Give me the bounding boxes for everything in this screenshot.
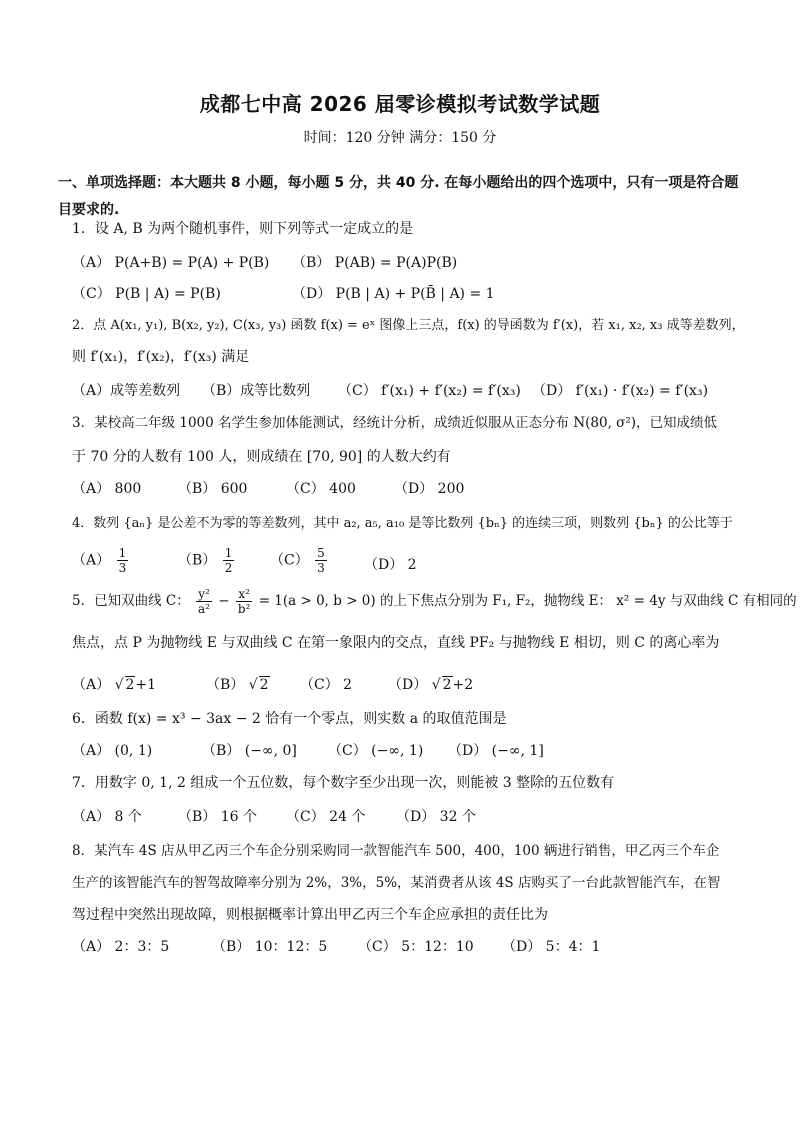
q8-option-b[interactable]: （B） 10：12：5 (212, 939, 328, 955)
q5-fraction-2 (236, 587, 253, 616)
q5-f2-numerator: x² (236, 587, 253, 602)
q5-f1-denominator: a² (198, 602, 210, 616)
question-4-options (72, 546, 742, 586)
q7-option-b[interactable]: （B） 16 个 (178, 809, 258, 825)
question-6-stem: 6．函数 f(x) = x³ − 3ax − 2 恰有一个零点，则实数 a 的取值范围是 (72, 711, 507, 727)
question-3-stem: 3．某校高二年级 1000 名学生参加体能测试，经统计分析，成绩近似服从正态分布 N(80, σ²)，已知成绩低 (72, 415, 718, 431)
q1-option-a[interactable]: （A） P(A+B) = P(A) + P(B) (72, 255, 270, 271)
question-3-options (72, 478, 742, 508)
q2-option-b[interactable]: （B）成等比数列 (202, 383, 311, 399)
sqrt-sign: √ (431, 677, 441, 693)
q5-a-radicand: 2 (125, 677, 135, 693)
question-7-options (72, 806, 742, 836)
q5-option-c[interactable]: （C） 2 (300, 677, 353, 693)
sqrt-sign: √ (248, 677, 258, 693)
question-3-stem-cont: 于 70 分的人数有 100 人，则成绩在 [70, 90] 的人数大约有 (72, 449, 451, 465)
section-heading: 一、单项选择题：本大题共 8 小题，每小题 5 分，共 40 分. 在每小题给出的四个选项中，只有一项是符合题目要求的. (58, 175, 739, 218)
q5-fraction-1 (196, 587, 212, 616)
q5-d-radicand: 2 (442, 677, 452, 693)
q4-option-a-fraction (117, 546, 129, 575)
question-2-stem-cont: 则 f′(x₁)，f′(x₂)，f′(x₃) 满足 (72, 349, 250, 365)
q5-option-b[interactable] (206, 674, 270, 694)
q4-option-a-label: （A） (72, 552, 111, 569)
q4-option-c-label: （C） (270, 552, 309, 569)
page-title: 成都七中高 2026 届零诊模拟考试数学试题 (199, 92, 601, 116)
exam-info: 时间：120 分钟 满分：150 分 (303, 130, 497, 146)
question-8-options (72, 936, 742, 966)
q8-option-c[interactable]: （C） 5：12：10 (358, 939, 474, 955)
q7-option-a[interactable]: （A） 8 个 (72, 809, 142, 825)
q6-option-b[interactable]: （B） (−∞, 0] (202, 743, 297, 759)
q3-option-a[interactable]: （A） 800 (72, 481, 142, 497)
q4-option-a[interactable] (72, 546, 130, 575)
q5-option-b-label: （B） (206, 677, 245, 693)
q1-option-d[interactable]: （D） P(B | A) + P(B̄ | A) = 1 (292, 286, 495, 302)
q5-d-tail: +2 (452, 677, 474, 693)
q6-option-c[interactable]: （C） (−∞, 1) (328, 743, 424, 759)
q2-option-c[interactable]: （C） f′(x₁) + f′(x₂) = f′(x₃) (338, 383, 521, 399)
question-2-stem: 2．点 A(x₁, y₁), B(x₂, y₂), C(x₃, y₃) 函数 f(x) = eˣ 图像上三点，f(x) 的导函数为 f′(x)，若 x₁, x₂, x₃ 成等差数列， (72, 318, 745, 333)
question-5-options (72, 674, 742, 704)
question-1-options (72, 252, 742, 282)
question-8-stem: 8．某汽车 4S 店从甲乙丙三个车企分别采购同一款智能汽车 500，400，100 辆进行销售，甲乙丙三个车企 (72, 843, 720, 859)
q4-a-denominator: 3 (118, 561, 127, 575)
question-5-stem (72, 584, 797, 624)
question-8-stem-cont-2: 驾过程中突然出现故障，则根据概率计算出甲乙丙三个车企应承担的责任比为 (72, 907, 548, 923)
q6-option-d[interactable]: （D） (−∞, 1] (448, 743, 544, 759)
q7-option-c[interactable]: （C） 24 个 (286, 809, 366, 825)
q5-option-d-label: （D） (388, 677, 428, 693)
q1-option-c[interactable]: （C） P(B | A) = P(B) (72, 286, 221, 302)
q4-c-numerator: 5 (317, 546, 325, 560)
q5-f2-denominator: b² (237, 602, 251, 616)
q4-option-c-fraction (315, 546, 327, 575)
q4-b-denominator: 2 (224, 561, 233, 575)
question-4-stem: 4．数列 {aₙ} 是公差不为零的等差数列，其中 a₂, a₅, a₁₀ 是等比数列 {bₙ} 的连续三项，则数列 {bₙ} 的公比等于 (72, 516, 733, 531)
q3-option-c[interactable]: （C） 400 (286, 481, 356, 497)
q4-option-b-fraction (223, 546, 235, 575)
q3-option-b[interactable]: （B） 600 (178, 481, 248, 497)
question-1-stem: 1．设 A, B 为两个随机事件，则下列等式一定成立的是 (72, 221, 414, 237)
q5-f1-numerator: y² (196, 587, 212, 602)
q4-option-d[interactable]: （D） 2 (364, 557, 417, 573)
q5-a-tail: +1 (135, 677, 157, 693)
q8-option-d[interactable]: （D） 5：4：1 (502, 939, 601, 955)
sqrt-sign: √ (114, 677, 124, 693)
q4-option-c[interactable] (270, 546, 329, 575)
q2-option-d[interactable]: （D） f′(x₁) · f′(x₂) = f′(x₃) (532, 383, 709, 399)
minus-sign: − (218, 593, 230, 609)
question-5-stem-cont: 焦点，点 P 为抛物线 E 与双曲线 C 在第一象限内的交点，直线 PF₂ 与抛物线 E 相切，则 C 的离心率为 (72, 635, 720, 651)
question-8-stem-cont: 生产的该智能汽车的智驾故障率分别为 2%，3%，5%，某消费者从该 4S 店购买了一台此款智能汽车，在智 (72, 875, 721, 891)
q4-c-denominator: 3 (317, 561, 325, 575)
q5-stem-start: 5．已知双曲线 C： (72, 593, 190, 609)
q4-a-numerator: 1 (118, 546, 127, 560)
q6-option-a[interactable]: （A） (0, 1) (72, 743, 153, 759)
q5-option-d[interactable] (388, 674, 473, 694)
q7-option-d[interactable]: （D） 32 个 (396, 809, 476, 825)
q5-b-radicand: 2 (259, 677, 269, 693)
q4-b-numerator: 1 (224, 546, 233, 560)
q3-option-d[interactable]: （D） 200 (394, 481, 465, 497)
q5-option-a-label: （A） (72, 677, 111, 693)
question-7-stem: 7．用数字 0, 1, 2 组成一个五位数，每个数字至少出现一次，则能被 3 整除的五位数有 (72, 775, 615, 791)
q4-option-b[interactable] (178, 546, 236, 575)
q5-stem-end: = 1(a > 0, b > 0) 的上下焦点分别为 F₁, F₂，抛物线 E： x² = 4y 与双曲线 C 有相同的 (258, 593, 797, 609)
q1-option-b[interactable]: （B） P(AB) = P(A)P(B) (292, 255, 458, 271)
q5-option-a[interactable] (72, 674, 156, 694)
q8-option-a[interactable]: （A） 2：3：5 (72, 939, 170, 955)
q4-option-b-label: （B） (178, 552, 217, 569)
q2-option-a[interactable]: （A）成等差数列 (72, 383, 181, 399)
